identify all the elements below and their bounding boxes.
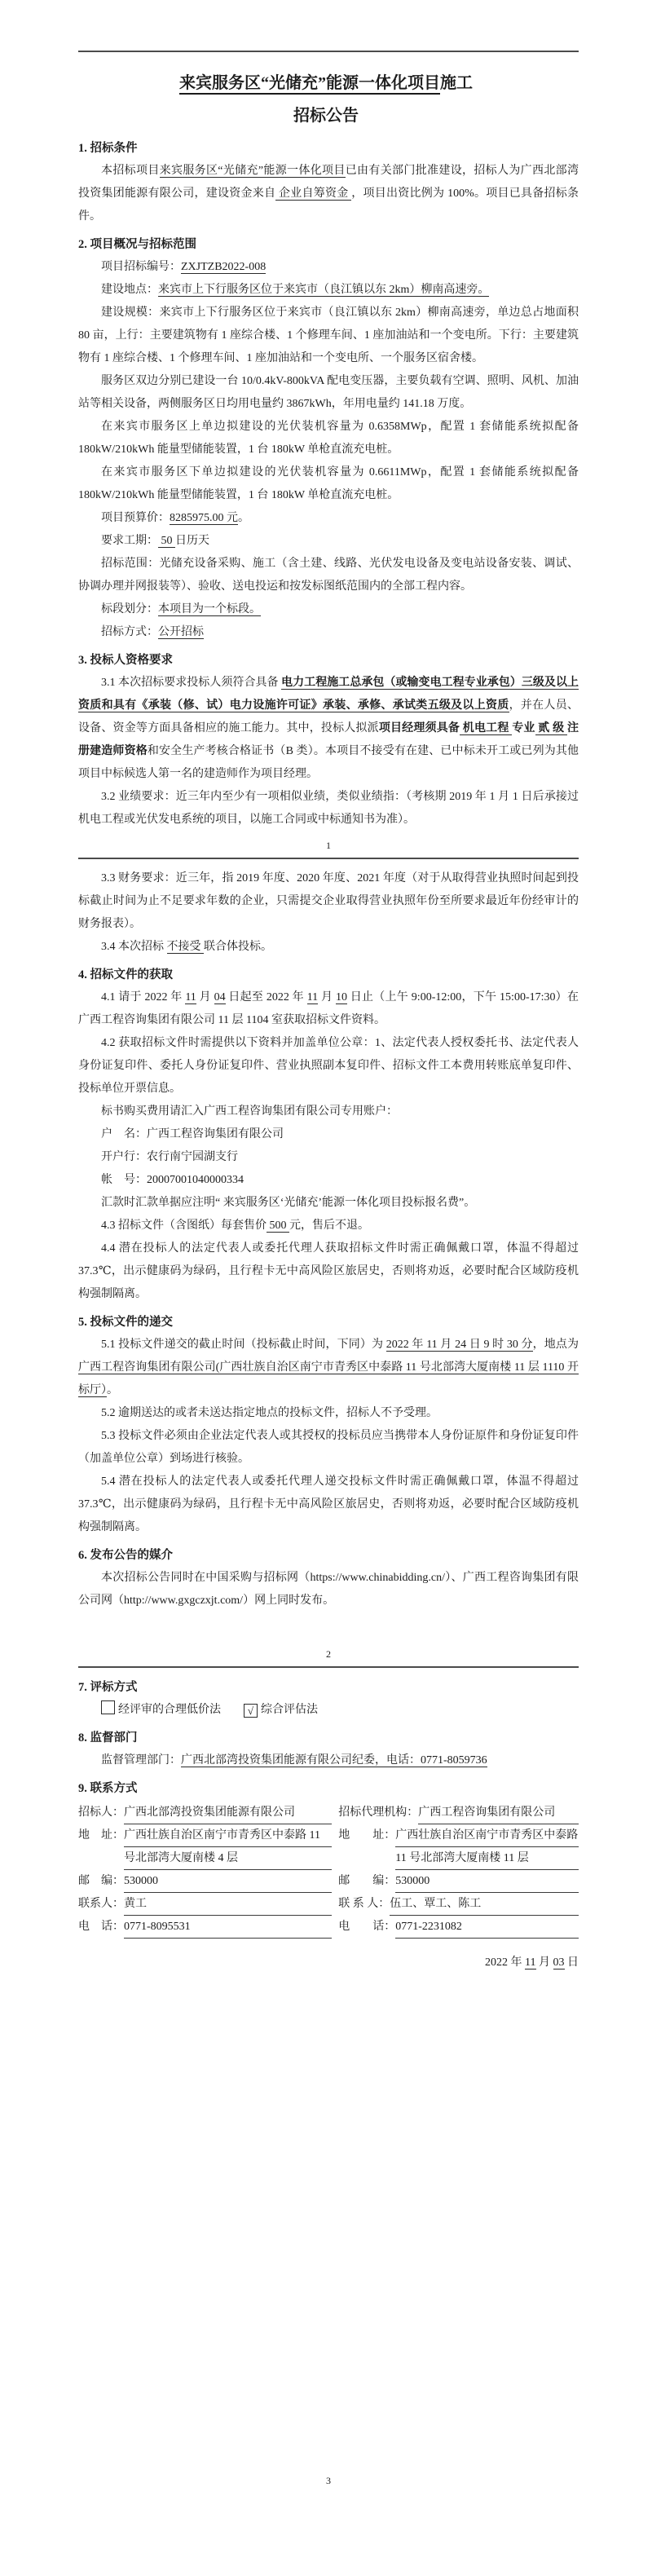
section-heading: 2. 项目概况与招标范围 [78,238,196,251]
underlined-text: 来宾市上下行服务区位于来宾市（良江镇以东 2km）柳南高速旁。 [158,284,490,296]
paragraph [78,416,579,461]
text-run: 4.2 获取招标文件时需提供以下资料并加盖单位公章：1、法定代表人授权委托书、法定代表人身份证复印件、委托人身份证复印件、营业执照副本复印件、招标文件工本费用转账底单复印件、投标单位开票信息。 [78,1037,579,1095]
text-run: ，并在人员、设备、资金等方面具备相应的施工能力。其中，投标人拟派 [78,699,579,734]
text-run: 3.4 本次招标 [101,941,167,953]
page-footer [78,836,579,859]
checkbox-label: 综合评估法 [261,1704,318,1716]
contact-label: 邮 编： [78,1875,124,1887]
contact-label: 邮 编： [338,1875,396,1887]
title-underlined-part: 来宾服务区“光储充”能源一体化项目 [179,74,440,95]
contact-column-left [78,1802,338,1939]
underlined-text: 广西工程咨询集团有限公司(广西壮族自治区南宁市青秀区中泰路 11 号北部湾大厦南楼 11 层 1110 开标厅） [78,1361,579,1396]
text-run: 2022 年 [485,1956,526,1969]
paragraph [78,1101,579,1123]
underlined-text: 机电工程 [460,722,513,734]
paragraph [78,256,579,279]
paragraph [78,1215,579,1237]
contact-value: 广西壮族自治区南宁市青秀区中泰路 11 号北部湾大厦南楼 4 层 [124,1824,332,1870]
underlined-text: 04 [214,991,226,1003]
contact-value: 530000 [395,1870,579,1893]
text-run: 联合体投标。 [204,941,272,953]
evaluation-method-options [78,1699,579,1722]
contact-value: 0771-2231082 [395,1916,579,1939]
contact-label: 招标代理机构： [338,1806,419,1819]
document-body [78,137,579,2490]
text-run: 5.4 潜在投标人的法定代表人或委托代理人递交投标文件时需正确佩戴口罩，体温不得超过 37.3℃，出示健康码为绿码，且行程卡无中高风险区旅居史，否则将劝返，必要时配合区域防疫机构强制隔离。 [78,1475,579,1533]
text-run: 元，售后不退。 [289,1220,369,1232]
paragraph [78,302,579,370]
underlined-text: 来宾服务区“光储充”能源一体化项目 [159,165,346,177]
paragraph [78,598,579,621]
text-run: 日历天 [175,535,209,547]
text-run: 本次招标公告同时在中国采购与招标网（https://www.chinabidding.cn/）、广西工程咨询集团有限公司网（http://www.gxgczxjt.com/）网上同时发布。 [78,1572,579,1607]
underlined-text: 电力工程施工总承包（或输变电工程专业承包）三级及以上资质和具有《承装（修、试）电力设施许可证》承装、承修、承试类五级及以上资质 [78,677,579,712]
contact-value: 0771-8095531 [124,1916,332,1939]
paragraph [78,461,579,507]
section-heading: 7. 评标方式 [78,1681,138,1694]
underlined-text: 500 [267,1220,289,1232]
text-run: 招标方式： [101,626,158,638]
text-run: 5.2 逾期送达的或者未送达指定地点的投标文件，招标人不予受理。 [101,1407,438,1419]
paragraph [78,786,579,831]
section-heading: 6. 发布公告的媒介 [78,1549,173,1562]
text-run: ，地点为 [532,1339,579,1351]
text-run: 3.2 业绩要求：近三年内至少有一项相似业绩，类似业绩指：（考核期 2019 年 1 月 1 日后承接过机电工程或光伏发电系统的项目，以施工合同或中标通知书为准）。 [78,791,579,826]
title-rest: 施工 [440,74,473,92]
paragraph [78,986,579,1032]
paragraph [78,1192,579,1215]
contact-columns [78,1802,579,1939]
contact-label: 地 址： [338,1829,396,1842]
document-title [78,67,574,99]
text-run: 日止（上午 9:00-12:00，下午 15:00-17:30）在广西工程咨询集团有限公司 11 层 1104 室获取招标文件资料。 [78,991,579,1026]
text-run: 在来宾市服务区下单边拟建设的光伏装机容量为 0.6611MWp，配置 1 套储能系统拟配备 180kW/210kWh 能量型储能装置，1 台 180kW 单枪直流充电桩。 [78,466,579,501]
page-top-rule [78,51,579,52]
paragraph [78,621,579,644]
paragraph [78,1749,579,1772]
paragraph [78,1402,579,1425]
text-run: 监督管理部门： [101,1754,181,1767]
contact-value: 广西北部湾投资集团能源有限公司 [124,1802,332,1824]
page-divider [78,858,579,859]
underlined-text: 2022 年 11 月 24 日 9 时 30 分 [385,1339,533,1351]
text-run: 本招标项目 [101,165,160,177]
paragraph [78,1146,579,1169]
underlined-text: 广西北部湾投资集团能源有限公司纪委，电话：0771-8059736 [181,1754,487,1767]
contact-label: 联系人： [78,1898,124,1910]
paragraph [78,553,579,598]
page-number: 1 [326,840,331,851]
text-run: 。 [238,512,249,524]
contact-label: 电 话： [78,1921,124,1933]
contact-value: 黄工 [124,1893,332,1916]
contact-label: 招标人： [78,1806,124,1819]
contact-column-right [338,1802,579,1939]
section-heading: 1. 招标条件 [78,142,138,155]
text-run: 标段划分： [101,603,158,615]
page-number: 2 [326,1648,331,1660]
text-run: 户 名：广西工程咨询集团有限公司 [101,1128,284,1140]
page-footer [78,1645,579,1668]
contact-value: 广西壮族自治区南宁市青秀区中泰路 11 号北部湾大厦南楼 11 层 [395,1824,579,1870]
contact-value: 530000 [124,1870,332,1893]
paragraph [78,1425,579,1471]
text-run: 月 [318,991,336,1003]
text-run: 开户行：农行南宁园湖支行 [101,1151,238,1163]
contact-row [338,1802,579,1824]
paragraph [78,1237,579,1306]
paragraph [78,1334,579,1402]
contact-row [78,1802,332,1824]
text-run: 。 [107,1384,118,1396]
contact-value: 伍工、覃工、陈工 [390,1893,579,1916]
contact-row [78,1870,332,1893]
text-run: ，项目出资比例为 100%。项目已具备招标条件。 [78,187,579,223]
paragraph [78,279,579,302]
underlined-text: 50 [158,535,175,547]
paragraph [78,1471,579,1539]
contact-row [78,1824,332,1870]
paragraph [78,530,579,553]
underlined-text: 10 [335,991,347,1003]
paragraph [78,160,579,228]
underlined-text: 本项目为一个标段。 [158,603,261,615]
checkbox-checked-icon: √ [244,1704,258,1718]
text-run: 项目经理须具备 [378,722,460,734]
text-run: 汇款时汇款单据应注明“ 来宾服务区‘光储充’能源一体化项目投标报名费”。 [101,1197,476,1209]
section-heading: 3. 投标人资格要求 [78,654,173,667]
announcement-date [78,1952,579,1974]
text-run: 4.4 潜在投标人的法定代表人或委托代理人获取招标文件时需正确佩戴口罩，体温不得超过 37.3℃，出示健康码为绿码，且行程卡无中高风险区旅居史，否则将劝返，必要时配合区域防疫机构强制隔离。 [78,1242,579,1300]
underlined-text: 不接受 [166,941,204,953]
contact-row [338,1824,579,1870]
text-run: 日 [564,1956,579,1969]
paragraph [78,370,579,416]
page-footer [78,2472,579,2490]
page-divider [78,1666,579,1668]
text-run: 项目招标编号： [101,261,181,273]
text-run: 4.1 请于 2022 年 [101,991,186,1003]
text-run: 建设规模：来宾市上下行服务区位于来宾市（良江镇以东 2km）柳南高速旁，单边总占地面积 80 亩，上行：主要建筑物有 1 座综合楼、1 个修理车间、1 座加油站和一个变电所。下行：主要建筑物有 1 座综合楼、1 个修理车间、1 座加油站和一个变电所、一个服务区宿舍楼。 [78,307,579,364]
contact-row [78,1916,332,1939]
text-run: 要求工期： [101,535,158,547]
underlined-text: 03 [553,1956,565,1969]
underlined-text: 11 [185,991,196,1003]
text-run: 标书购买费用请汇入广西工程咨询集团有限公司专用账户： [101,1105,398,1118]
text-run: 帐 号：20007001040000334 [101,1174,244,1186]
contact-label: 电 话： [338,1921,396,1933]
page-number: 3 [326,2475,331,2486]
paragraph [78,936,579,959]
underlined-text: 企业自筹资金 [275,187,352,200]
paragraph [78,1123,579,1146]
section-heading: 4. 招标文件的获取 [78,968,173,981]
text-run: 3.3 财务要求：近三年，指 2019 年度、2020 年度、2021 年度（对于从取得营业执照时间起到投标截止时间为止不足要求年数的企业，只需提交企业取得营业执照年份至所要求最近年份经审计的财务报表）。 [78,872,579,930]
underlined-text: 公开招标 [158,626,204,638]
contact-row [338,1893,579,1916]
text-run: 5.3 投标文件必须由企业法定代表人或其授权的投标员应当携带本人身份证原件和身份证复印件（加盖单位公章）到场进行核验。 [78,1430,579,1465]
text-run: 5.1 投标文件递交的截止时间（投标截止时间，下同）为 [101,1339,386,1351]
section-heading: 5. 投标文件的递交 [78,1316,173,1329]
contact-row [338,1870,579,1893]
text-run: 日起至 2022 年 [225,991,307,1003]
section-heading: 9. 联系方式 [78,1782,138,1795]
contact-label: 联 系 人： [338,1898,390,1910]
text-run: 建设地点： [101,284,158,296]
underlined-text: ZXJTZB2022-008 [181,261,267,273]
document-subtitle: 招标公告 [293,107,359,125]
paragraph [78,867,579,936]
underlined-text: 11 [525,1956,536,1969]
text-run: 月 [196,991,214,1003]
section-heading: 8. 监督部门 [78,1731,138,1745]
checkbox-label: 经评审的合理低价法 [118,1704,221,1716]
contact-label: 地 址： [78,1829,124,1842]
text-run: 4.3 招标文件（含图纸）每套售价 [101,1220,267,1232]
underlined-text: 11 [306,991,319,1003]
underlined-text: 贰 级 [535,722,568,734]
text-run: 服务区双边分别已建设一台 10/0.4kV-800kVA 配电变压器，主要负载有空调、照明、风机、加油站等相关设备，两侧服务区日均用电量约 3867kWh，年用电量约 141.18 万度。 [78,375,579,410]
text-run: 和安全生产考核合格证书（B 类）。本项目不接受有在建、已中标未开工或已列为其他项目中标候选人第一名的建造师作为项目经理。 [78,745,579,780]
paragraph [78,672,579,786]
contact-row [78,1893,332,1916]
paragraph [78,1567,579,1612]
text-run: 月 [535,1956,553,1969]
text-run: 专业 [512,722,535,734]
text-run: 招标范围：光储充设备采购、施工（含土建、线路、光伏发电设备及变电站设备安装、调试、协调办理并网报装等）、验收、送电投运和按发标图纸范围内的全部工程内容。 [78,558,579,593]
underlined-text: 8285975.00 元 [170,512,238,524]
paragraph [78,1032,579,1101]
text-run: 3.1 本次招标要求投标人须符合具备 [101,677,282,689]
text-run: 注册建造师资格 [78,722,579,757]
text-run: 项目预算价： [101,512,170,524]
contact-row [338,1916,579,1939]
paragraph [78,507,579,530]
text-run: 在来宾市服务区上单边拟建设的光伏装机容量为 0.6358MWp，配置 1 套储能系统拟配备 180kW/210kWh 能量型储能装置，1 台 180kW 单枪直流充电桩。 [78,421,579,456]
checkbox-unchecked-icon [101,1700,115,1714]
text-run: 已由有关部门批准建设，招标人为广西北部湾投资集团能源有限公司，建设资金来自 [78,165,579,200]
contact-value: 广西工程咨询集团有限公司 [418,1802,579,1824]
paragraph [78,1169,579,1192]
